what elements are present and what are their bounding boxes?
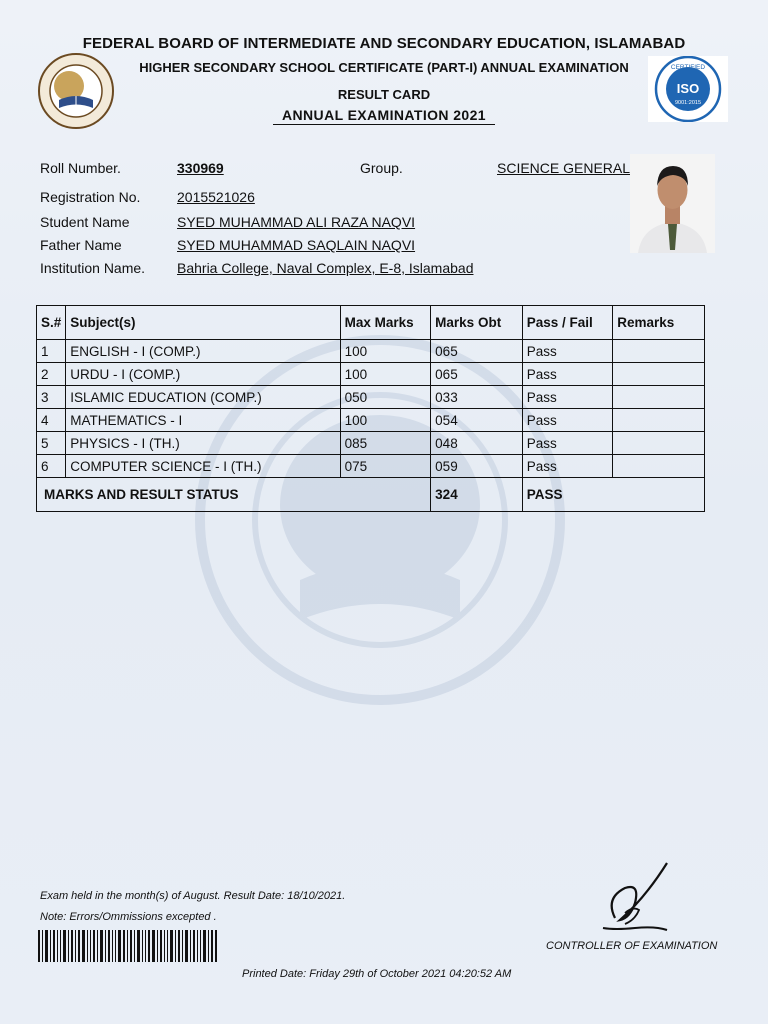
controller-label: CONTROLLER OF EXAMINATION [546,940,718,952]
institution-label: Institution Name. [40,260,146,276]
header-pass-fail: Pass / Fail [522,306,613,340]
registration-label: Registration No. [40,189,141,205]
total-marks: 324 [431,478,523,512]
cell-subject: PHYSICS - I (TH.) [66,432,340,455]
student-photo [630,154,715,253]
exam-year-title: ANNUAL EXAMINATION 2021 [273,107,495,125]
cell-serial: 1 [37,340,66,363]
cell-marks-obtained: 054 [431,409,523,432]
cell-pass-fail: Pass [522,363,613,386]
group-label: Group. [360,160,403,176]
iso-standard-text: 9001:2015 [675,100,701,106]
cell-marks-obtained: 059 [431,455,523,478]
cell-max-marks: 100 [340,409,431,432]
student-name-value: SYED MUHAMMAD ALI RAZA NAQVI [177,214,416,230]
table-row [37,386,705,409]
cell-marks-obtained: 048 [431,432,523,455]
iso-certified-text: CERTIFIED [670,64,706,71]
cell-remarks [613,409,705,432]
cell-remarks [613,363,705,386]
cell-subject: URDU - I (COMP.) [66,363,340,386]
table-row [37,432,705,455]
iso-text: ISO [676,81,700,96]
cell-max-marks: 075 [340,455,431,478]
iso-badge-icon [648,56,728,122]
cell-max-marks: 100 [340,363,431,386]
table-row [37,409,705,432]
table-header-row [37,306,705,340]
roll-number-label: Roll Number. [40,160,121,176]
institution-value: Bahria College, Naval Complex, E-8, Islamabad [177,260,474,276]
barcode-icon [38,930,218,962]
group-value: SCIENCE GENERAL [497,160,631,176]
cell-serial: 6 [37,455,66,478]
roll-number-value: 330969 [177,160,224,176]
printed-date: Printed Date: Friday 29th of October 2021 04:20:52 AM [242,968,512,980]
cell-pass-fail: Pass [522,409,613,432]
exam-note: Exam held in the month(s) of August. Result Date: 18/10/2021. [40,890,346,902]
cell-pass-fail: Pass [522,455,613,478]
header-remarks: Remarks [613,306,705,340]
signature-icon [595,858,675,938]
table-row [37,363,705,386]
cell-serial: 5 [37,432,66,455]
exam-title: HIGHER SECONDARY SCHOOL CERTIFICATE (PART-I) ANNUAL EXAMINATION [139,60,629,75]
cell-subject: ISLAMIC EDUCATION (COMP.) [66,386,340,409]
cell-subject: ENGLISH - I (COMP.) [66,340,340,363]
board-title: FEDERAL BOARD OF INTERMEDIATE AND SECONDARY EDUCATION, ISLAMABAD [82,35,686,52]
cell-remarks [613,340,705,363]
header-max-marks: Max Marks [340,306,431,340]
cell-max-marks: 050 [340,386,431,409]
cell-serial: 3 [37,386,66,409]
student-photo-icon [630,154,715,253]
cell-pass-fail: Pass [522,432,613,455]
cell-max-marks: 100 [340,340,431,363]
fbise-seal-icon [35,52,117,130]
student-name-label: Student Name [40,214,130,230]
table-row [37,340,705,363]
cell-pass-fail: Pass [522,340,613,363]
cell-serial: 4 [37,409,66,432]
cell-subject: MATHEMATICS - I [66,409,340,432]
cell-marks-obtained: 033 [431,386,523,409]
cell-max-marks: 085 [340,432,431,455]
errors-note: Note: Errors/Ommissions excepted . [40,911,217,923]
cell-pass-fail: Pass [522,386,613,409]
cell-remarks [613,386,705,409]
father-name-label: Father Name [40,237,122,253]
iso-badge [648,56,728,122]
registration-value: 2015521026 [177,189,255,205]
cell-serial: 2 [37,363,66,386]
header-serial: S.# [37,306,66,340]
header-subject: Subject(s) [66,306,340,340]
cell-remarks [613,432,705,455]
cell-remarks [613,455,705,478]
total-label: MARKS AND RESULT STATUS [37,478,431,512]
result-status: PASS [522,478,704,512]
header-marks-obtained: Marks Obt [431,306,523,340]
total-row [37,478,705,512]
father-name-value: SYED MUHAMMAD SAQLAIN NAQVI [177,237,416,253]
marks-table [36,305,705,512]
table-row [37,455,705,478]
cell-marks-obtained: 065 [431,340,523,363]
result-card-title: RESULT CARD [337,87,431,102]
cell-marks-obtained: 065 [431,363,523,386]
cell-subject: COMPUTER SCIENCE - I (TH.) [66,455,340,478]
